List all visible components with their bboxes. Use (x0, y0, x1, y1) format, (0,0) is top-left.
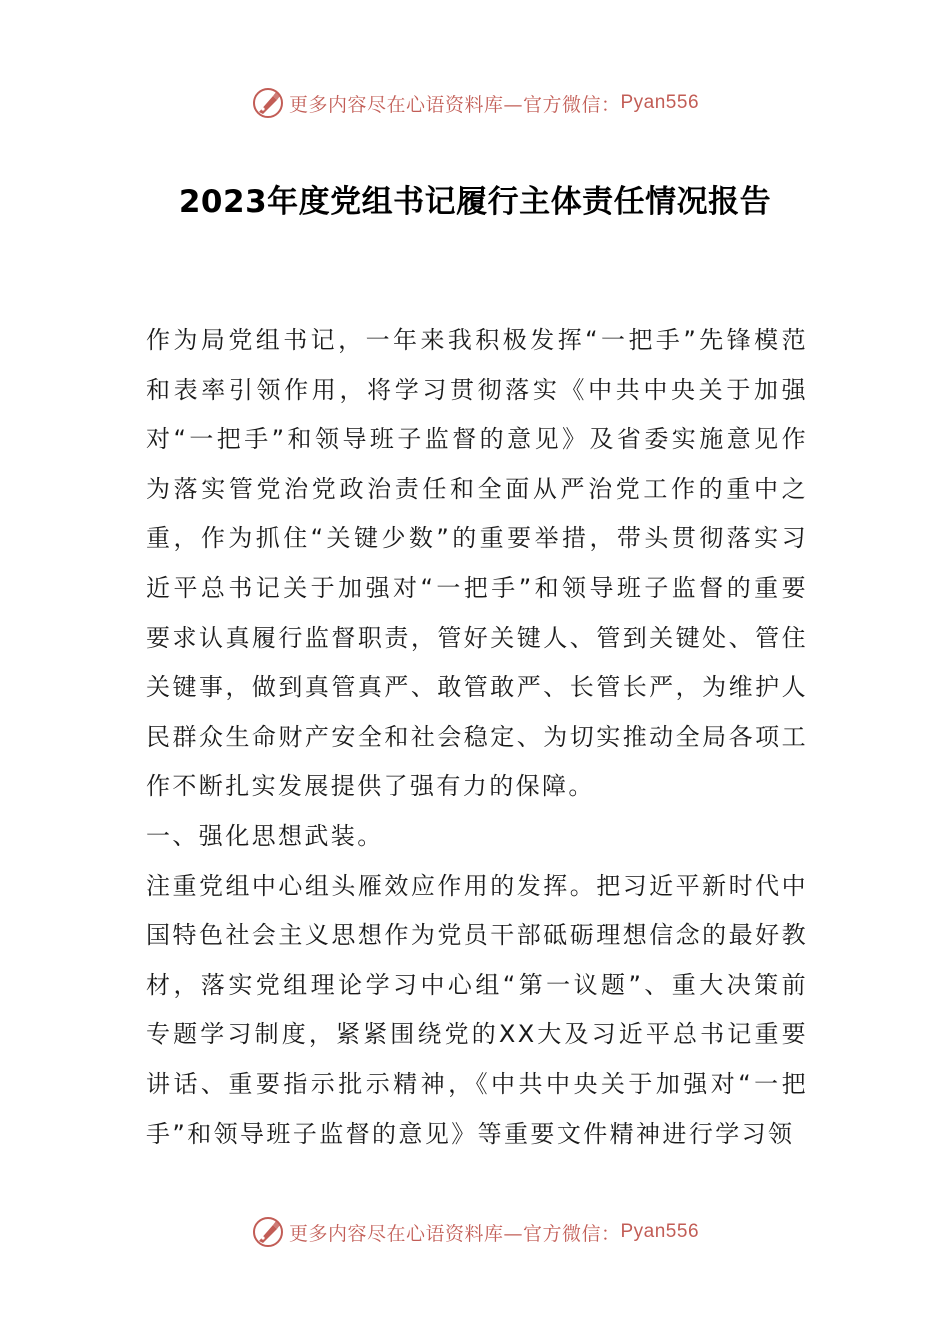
pen-nib-circle-icon (251, 1215, 285, 1249)
section-heading: 一、强化思想武装。 (146, 821, 384, 850)
paragraph-intro: 作为局党组书记，一年来我积极发挥“一把手”先锋模范和表率引领作用，将学习贯彻落实《中共中央关于加强对“一把手”和领导班子监督的意见》及省委实施意见作为落实管党治党政治责任和全面从严治党工作的重中之重，作为抓住“关键少数”的重要举措，带头贯彻落实习近平总书记关于加强对“一把手”和领导班子监督的重要要求认真履行监督职责，管好关键人、管到关键处、管住关键事，做到真管真严、敢管敢严、长管长严，为维护人民群众生命财产安全和社会稳定、为切实推动全局各项工作不断扎实发展提供了强有力的保障。 (146, 326, 808, 801)
document-title: 2023年度党组书记履行主体责任情况报告 (178, 184, 772, 220)
footer-watermark (0, 1212, 950, 1252)
paragraph-section-1: 注重党组中心组头雁效应作用的发挥。把习近平新时代中国特色社会主义思想作为党员干部砥砺理想信念的最好教材，落实党组理论学习中心组“第一议题”、重大决策前专题学习制度，紧紧围绕党的XX大及习近平总书记重要讲话、重要指示批示精神，《中共中央关于加强对“一把手”和领导班子监督的意见》等重要文件精神进行学习领 (146, 871, 808, 1148)
document-body (146, 316, 808, 1159)
watermark-brand: Pyan556 (620, 1221, 700, 1242)
watermark-brand: Pyan556 (620, 92, 700, 113)
watermark-text: 更多内容尽在心语资料库—官方微信： (288, 1222, 621, 1245)
watermark-text: 更多内容尽在心语资料库—官方微信： (288, 93, 621, 116)
pen-nib-circle-icon (251, 86, 285, 120)
header-watermark (0, 83, 950, 123)
